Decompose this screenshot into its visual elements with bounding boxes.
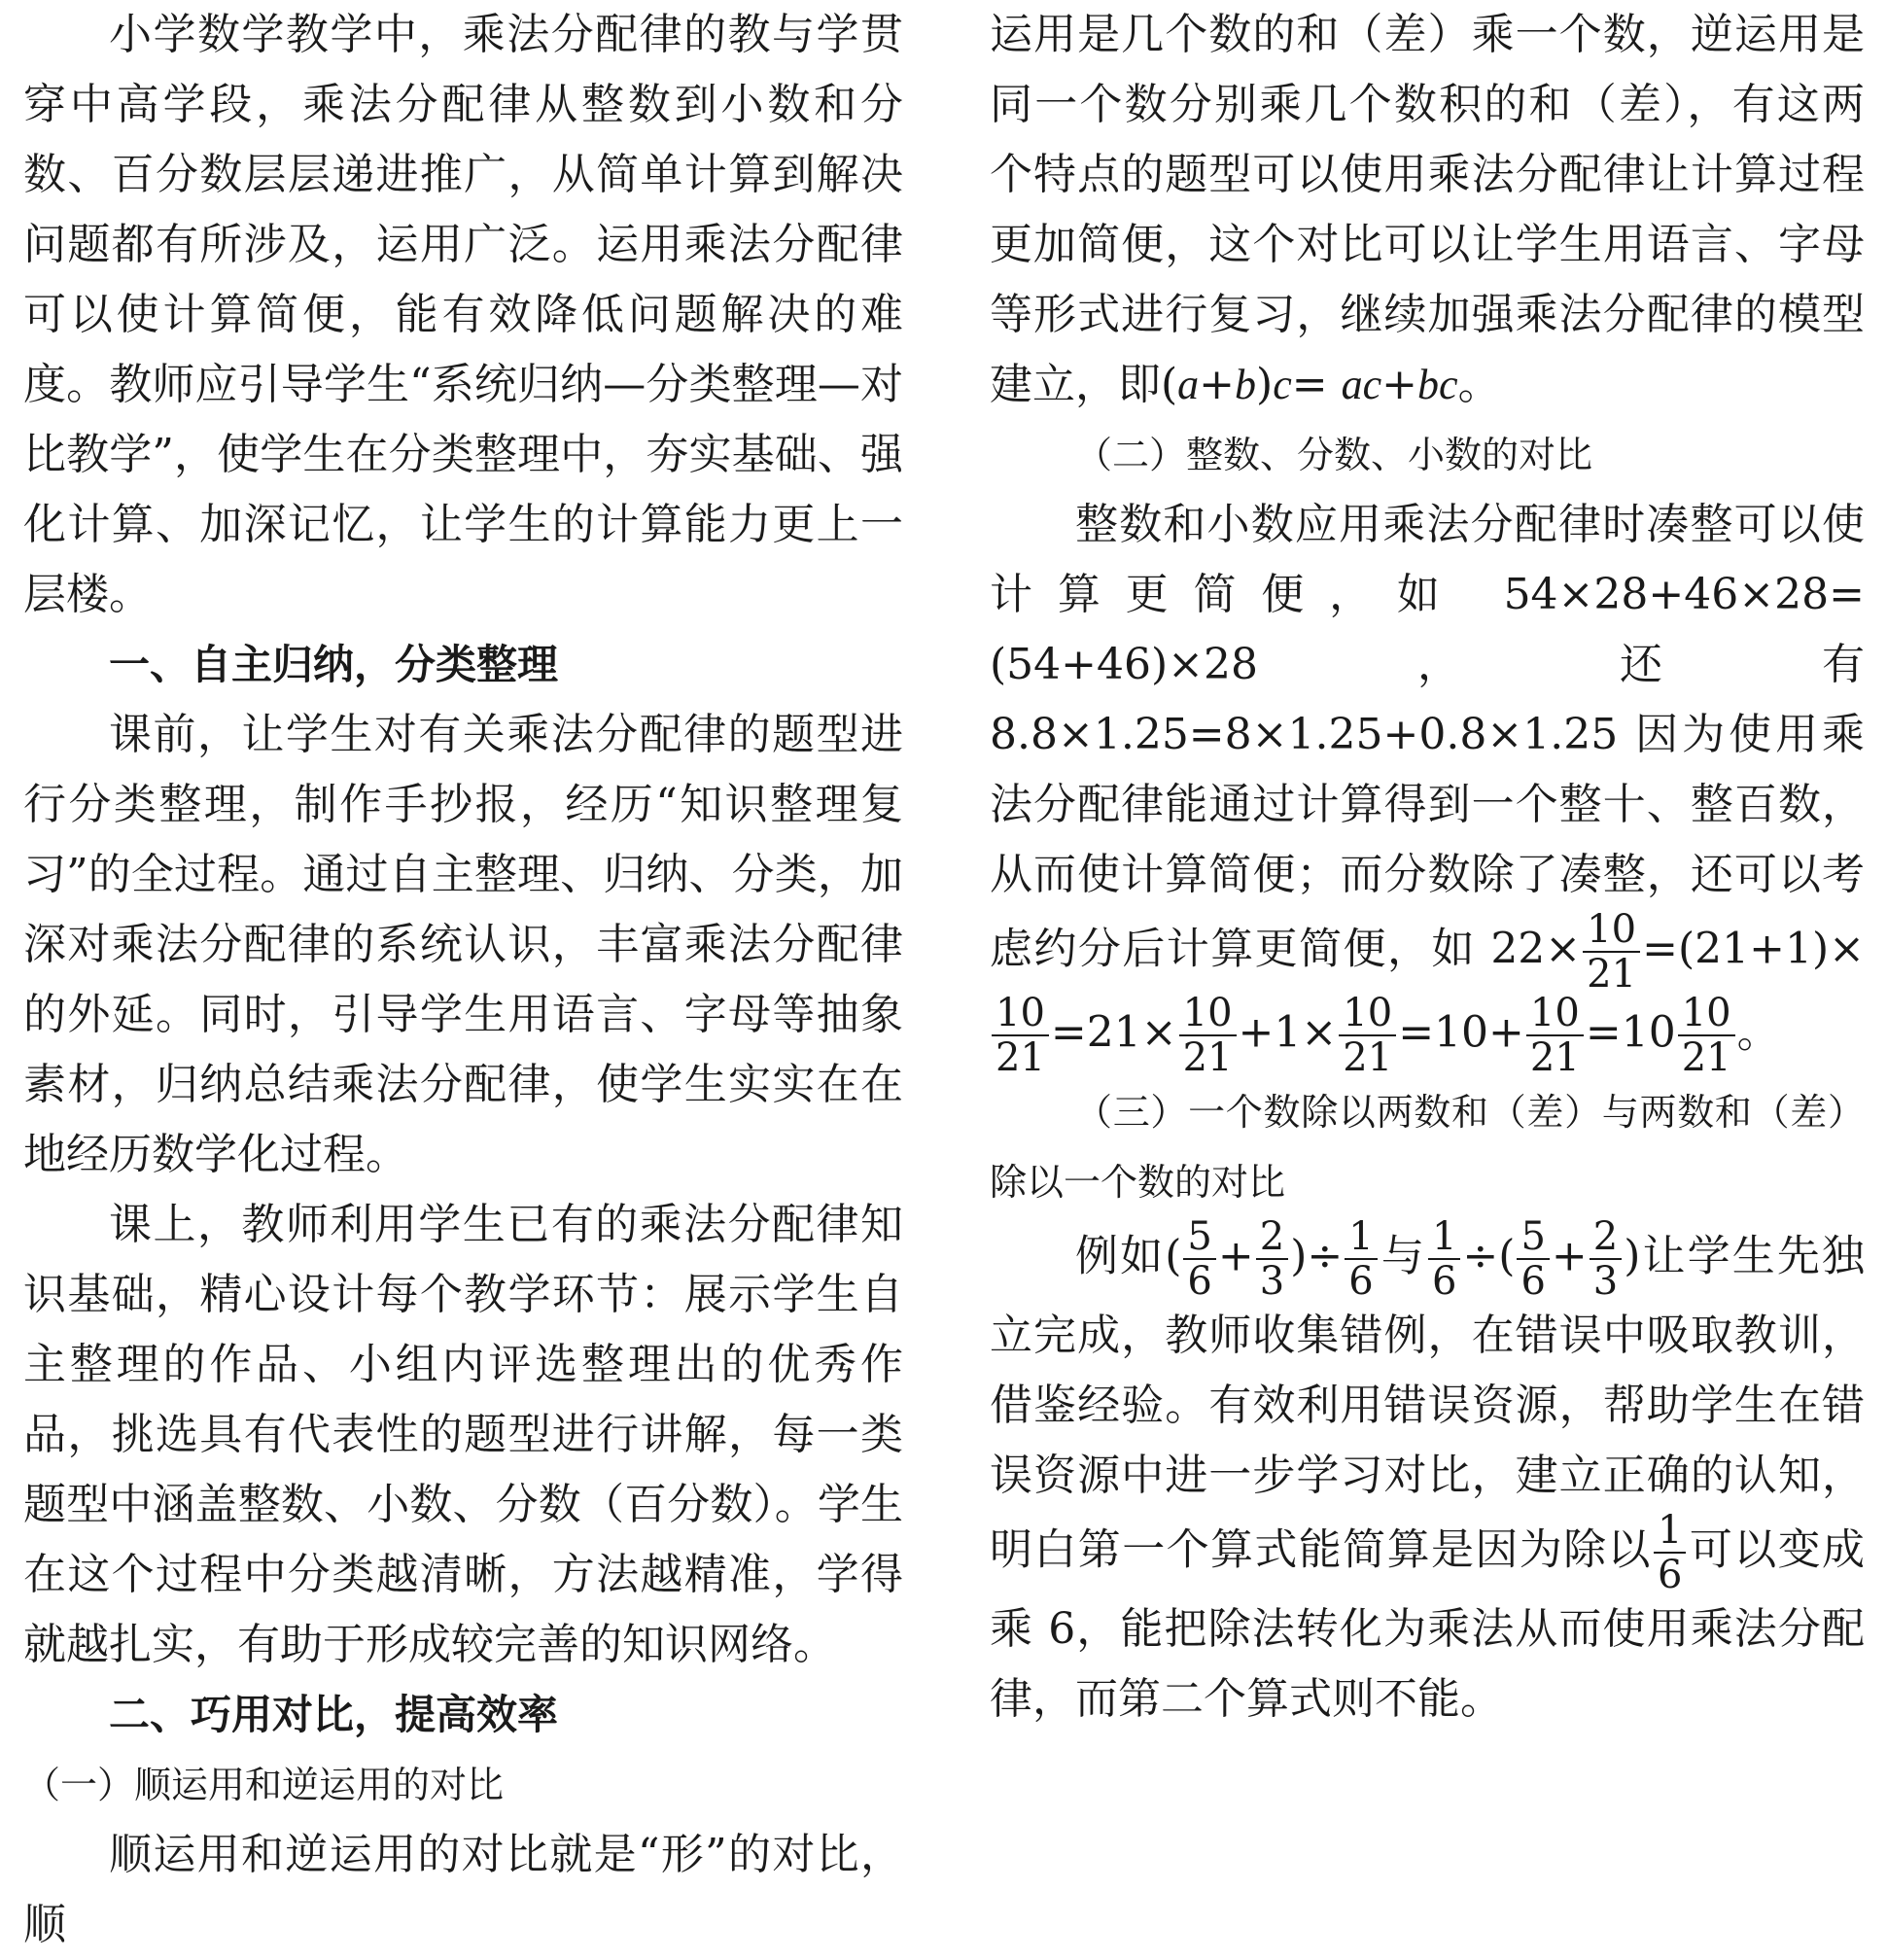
subheading-2: （二）整数、分数、小数的对比 <box>1075 434 1593 476</box>
left-column <box>23 0 903 1960</box>
equation-part-1: =(21+1)× <box>1642 924 1865 974</box>
paragraph-5-text: )让学生先独立完成，教师收集错例，在错误中吸取教训，借鉴经验。有效利用错误资源，帮助学生在错误资源中进一步学习对比，建立正确的认知，明白第一个算式能简算是因为除以 <box>990 1231 1866 1575</box>
math-plus-3: + <box>1217 1231 1254 1281</box>
equation-part-5: =10 <box>1585 1007 1676 1058</box>
math-var-c: c <box>1273 361 1292 408</box>
divide-open-text: ÷( <box>1462 1231 1516 1281</box>
math-term-ac: ac <box>1341 361 1382 408</box>
math-var-b: b <box>1235 361 1257 408</box>
paragraph-3-text: 运用是几个数的和（差）乘一个数，逆运用是同一个数分别乘几个数积的和（差），有这两个特点的题型可以使用乘法分配律让计算过程更加简便，这个对比可以让学生用语言、字母等形式进行复习，继续加强乘法分配律的模型建立，即( <box>990 10 1865 409</box>
paragraph-2: 课上，教师利用学生已有的乘法分配律知识基础，精心设计每个教学环节：展示学生自主整理的作品、小组内评选整理出的优秀作品，挑选具有代表性的题型进行讲解，每一类题型中涵盖整数、小数、分数（百分数）。学生在这个过程中分类越清晰，方法越精准，学得就越扎实，有助于形成较完善的知识网络。 <box>23 1200 903 1669</box>
math-var-a: a <box>1177 361 1200 408</box>
period: 。 <box>1457 360 1501 409</box>
equation-part-2: =21× <box>1050 1007 1177 1058</box>
math-plus-2: + <box>1381 360 1418 409</box>
and-text: 与 <box>1379 1231 1426 1281</box>
divide-text: )÷ <box>1290 1231 1344 1281</box>
fraction-5-6: $\frac{5}{6}$ <box>1517 1217 1549 1301</box>
fraction-5-6: $\frac{5}{6}$ <box>1183 1217 1215 1301</box>
fraction-1-6: $\frac{1}{6}$ <box>1654 1511 1686 1594</box>
fraction-2-3: $\frac{2}{3}$ <box>1590 1217 1622 1301</box>
math-close-paren: ) <box>1256 360 1274 409</box>
fraction-1-6: $\frac{1}{6}$ <box>1345 1217 1377 1301</box>
equation-part-4: =10+ <box>1398 1007 1524 1058</box>
paragraph-5 <box>990 1214 1866 1734</box>
math-term-bc: bc <box>1417 361 1458 408</box>
fraction-10-21: $\frac{10}{21}$ <box>1583 910 1640 994</box>
paragraph-4 <box>990 490 1865 1080</box>
paragraph-3-start: 顺运用和逆运用的对比就是“形”的对比，顺 <box>23 1830 903 1949</box>
paragraph-1: 课前，让学生对有关乘法分配律的题型进行分类整理，制作手抄报，经历“知识整理复习”的全过程。通过自主整理、归纳、分类，加深对乘法分配律的系统认识，丰富乘法分配律的外延。同时，引导学生用语言、字母等抽象素材，归纳总结乘法分配律，使学生实实在在地经历数学化过程。 <box>23 710 903 1179</box>
math-plus-4: + <box>1551 1231 1588 1281</box>
paragraph-5-end: 可以变成乘 6，能把除法转化为乘法从而使用乘法分配律，而第二个算式则不能。 <box>990 1524 1866 1724</box>
section-heading-2: 二、巧用对比，提高效率 <box>109 1691 559 1738</box>
paragraph-4-text: 整数和小数应用乘法分配律时凑整可以使计算更简便，如 54×28+46×28=(54+46)×28，还有 8.8×1.25=8×1.25+0.8×1.25 因为使用乘法分配律能通过计算得到一个整十、整百数，从而使计算简便；而分数除了凑整，还可以考虑约分后计算更简便，如 22× <box>990 500 1865 974</box>
fraction-10-21: $\frac{10}{21}$ <box>1526 994 1584 1077</box>
intro-paragraph: 小学数学教学中，乘法分配律的教与学贯穿中高学段，乘法分配律从整数到小数和分数、百分数层层递进推广，从简单计算到解决问题都有所涉及，运用广泛。运用乘法分配律可以使计算简便，能有效降低问题解决的难度。教师应引导学生“系统归纳—分类整理—对比教学”，使学生在分类整理中，夯实基础、强化计算、加深记忆，让学生的计算能力更上一层楼。 <box>23 10 903 619</box>
subheading-1: （一）顺运用和逆运用的对比 <box>23 1764 505 1806</box>
fraction-10-21: $\frac{10}{21}$ <box>992 994 1049 1077</box>
paragraph-3-continued <box>990 0 1865 420</box>
fraction-10-21: $\frac{10}{21}$ <box>1339 994 1396 1077</box>
section-heading-1: 一、自主归纳，分类整理 <box>109 641 559 688</box>
fraction-10-21: $\frac{10}{21}$ <box>1179 994 1237 1077</box>
paragraph-5-prefix: 例如( <box>1075 1231 1182 1281</box>
subheading-3: （三）一个数除以两数和（差）与两数和（差）除以一个数的对比 <box>990 1091 1865 1204</box>
period: 。 <box>1736 1007 1780 1058</box>
math-plus: + <box>1199 360 1236 409</box>
fraction-2-3: $\frac{2}{3}$ <box>1256 1217 1288 1301</box>
right-column <box>990 0 1865 1734</box>
math-equals: = <box>1291 360 1328 409</box>
fraction-1-6: $\frac{1}{6}$ <box>1428 1217 1460 1301</box>
equation-part-3: +1× <box>1238 1007 1338 1058</box>
fraction-10-21: $\frac{10}{21}$ <box>1678 994 1735 1077</box>
